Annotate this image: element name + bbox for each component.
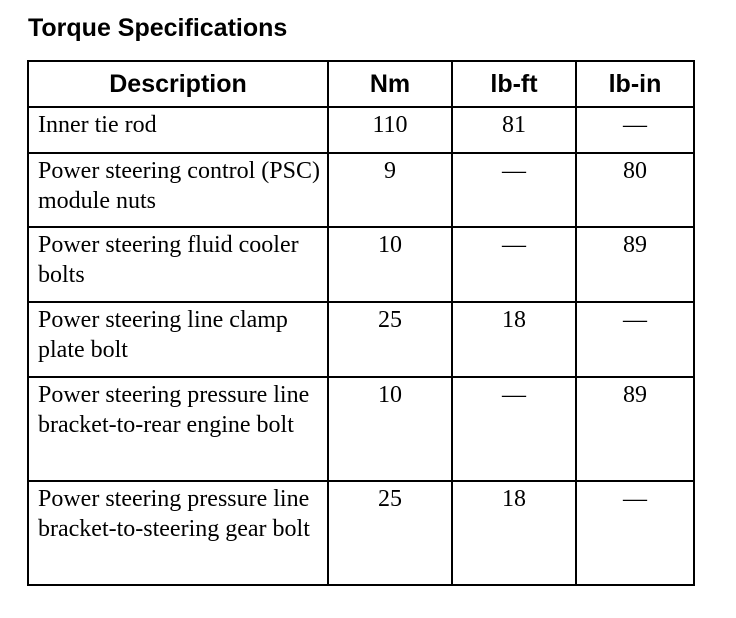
description-cell: Power steering pressure line bracket-to-rear engine bolt bbox=[28, 377, 328, 481]
description-cell: Power steering fluid cooler bolts bbox=[28, 227, 328, 302]
table-header-row bbox=[28, 61, 694, 107]
lb-in-cell: 80 bbox=[576, 153, 694, 227]
page-title: Torque Specifications bbox=[28, 14, 288, 42]
table-row bbox=[28, 107, 694, 153]
nm-cell: 9 bbox=[328, 153, 452, 227]
table-row bbox=[28, 481, 694, 585]
nm-cell: 110 bbox=[328, 107, 452, 153]
lb-ft-cell: — bbox=[452, 227, 576, 302]
lb-ft-cell: 18 bbox=[452, 481, 576, 585]
description-cell: Inner tie rod bbox=[28, 107, 328, 153]
lb-ft-cell: — bbox=[452, 153, 576, 227]
table-row bbox=[28, 377, 694, 481]
lb-in-cell: — bbox=[576, 302, 694, 377]
column-header-description: Description bbox=[28, 61, 328, 107]
description-cell: Power steering pressure line bracket-to-steering gear bolt bbox=[28, 481, 328, 585]
lb-in-cell: 89 bbox=[576, 377, 694, 481]
table-row bbox=[28, 302, 694, 377]
nm-cell: 25 bbox=[328, 481, 452, 585]
nm-cell: 25 bbox=[328, 302, 452, 377]
column-header-lb-in: lb-in bbox=[576, 61, 694, 107]
table-row bbox=[28, 153, 694, 227]
nm-cell: 10 bbox=[328, 227, 452, 302]
lb-in-cell: 89 bbox=[576, 227, 694, 302]
description-cell: Power steering control (PSC) module nuts bbox=[28, 153, 328, 227]
nm-cell: 10 bbox=[328, 377, 452, 481]
lb-ft-cell: 81 bbox=[452, 107, 576, 153]
lb-ft-cell: — bbox=[452, 377, 576, 481]
lb-ft-cell: 18 bbox=[452, 302, 576, 377]
lb-in-cell: — bbox=[576, 481, 694, 585]
table-row bbox=[28, 227, 694, 302]
torque-specifications-table bbox=[27, 60, 695, 586]
column-header-nm: Nm bbox=[328, 61, 452, 107]
lb-in-cell: — bbox=[576, 107, 694, 153]
description-cell: Power steering line clamp plate bolt bbox=[28, 302, 328, 377]
column-header-lb-ft: lb-ft bbox=[452, 61, 576, 107]
